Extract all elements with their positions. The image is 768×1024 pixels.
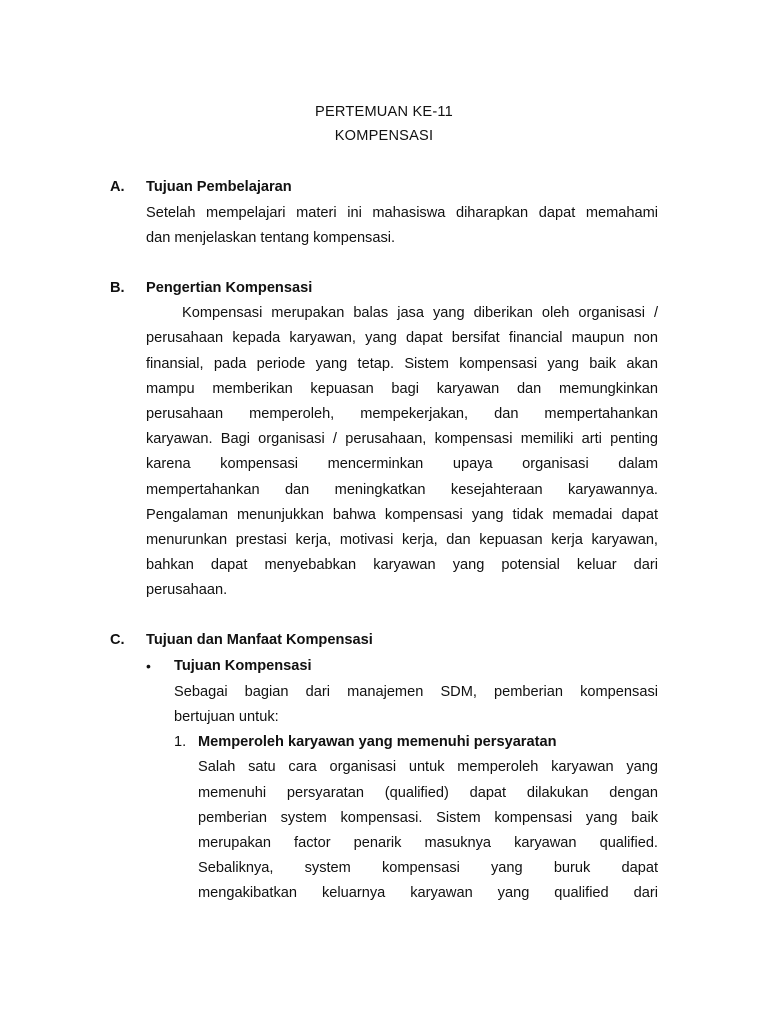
- document-title: PERTEMUAN KE-11: [315, 104, 453, 120]
- section-b-line: karena kompensasi mencerminkan upaya organisasi dalam: [146, 456, 658, 472]
- section-b-line: perusahaan kepada karyawan, yang dapat bersifat financial maupun non: [146, 330, 658, 346]
- list-item-line: Sebaliknya, system kompensasi yang buruk dapat: [198, 860, 658, 876]
- list-item-line: Salah satu cara organisasi untuk memperoleh karyawan yang: [198, 759, 658, 775]
- section-b-line: bahkan dapat menyebabkan karyawan yang potensial keluar dari: [146, 557, 658, 573]
- section-b-line: menurunkan prestasi kerja, motivasi kerja, dan kepuasan kerja karyawan,: [146, 532, 658, 548]
- bullet-line: Sebagai bagian dari manajemen SDM, pemberian kompensasi: [174, 684, 658, 700]
- list-item-line: mengakibatkan keluarnya karyawan yang qualified dari: [198, 885, 658, 901]
- section-a-heading: Tujuan Pembelajaran: [146, 179, 292, 195]
- section-b-line: finansial, pada periode yang tetap. Sistem kompensasi yang baik akan: [146, 356, 658, 372]
- list-item-heading: Memperoleh karyawan yang memenuhi persyaratan: [198, 734, 557, 750]
- list-item-line: pemberian system kompensasi. Sistem kompensasi yang baik: [198, 810, 658, 826]
- list-number: 1.: [174, 734, 187, 750]
- section-b-line: Pengalaman menunjukkan bahwa kompensasi yang tidak memadai dapat: [146, 507, 658, 523]
- section-a-letter: A.: [110, 179, 125, 195]
- bullet-heading: Tujuan Kompensasi: [174, 658, 312, 674]
- section-b-line: mempertahankan dan meningkatkan kesejahteraan karyawannya.: [146, 482, 658, 498]
- section-a-line: Setelah mempelajari materi ini mahasiswa diharapkan dapat memahami: [146, 205, 658, 221]
- section-b-line: mampu memberikan kepuasan bagi karyawan dan memungkinkan: [146, 381, 658, 397]
- section-b-line: perusahaan.: [146, 582, 228, 598]
- document-subtitle: KOMPENSASI: [334, 128, 434, 144]
- list-item-line: memenuhi persyaratan (qualified) dapat dilakukan dengan: [198, 785, 658, 801]
- section-b-line: karyawan. Bagi organisasi / perusahaan, kompensasi memiliki arti penting: [146, 431, 658, 447]
- section-c-letter: C.: [110, 632, 125, 648]
- bullet-icon: •: [146, 658, 151, 674]
- section-b-line: Kompensasi merupakan balas jasa yang diberikan oleh organisasi /: [182, 305, 658, 321]
- section-b-heading: Pengertian Kompensasi: [146, 280, 313, 296]
- bullet-line: bertujuan untuk:: [174, 709, 279, 725]
- section-b-line: perusahaan memperoleh, mempekerjakan, dan mempertahankan: [146, 406, 658, 422]
- section-c-heading: Tujuan dan Manfaat Kompensasi: [146, 632, 373, 648]
- section-b-letter: B.: [110, 280, 125, 296]
- section-a-line: dan menjelaskan tentang kompensasi.: [146, 230, 396, 246]
- list-item-line: merupakan factor penarik masuknya karyawan qualified.: [198, 835, 658, 851]
